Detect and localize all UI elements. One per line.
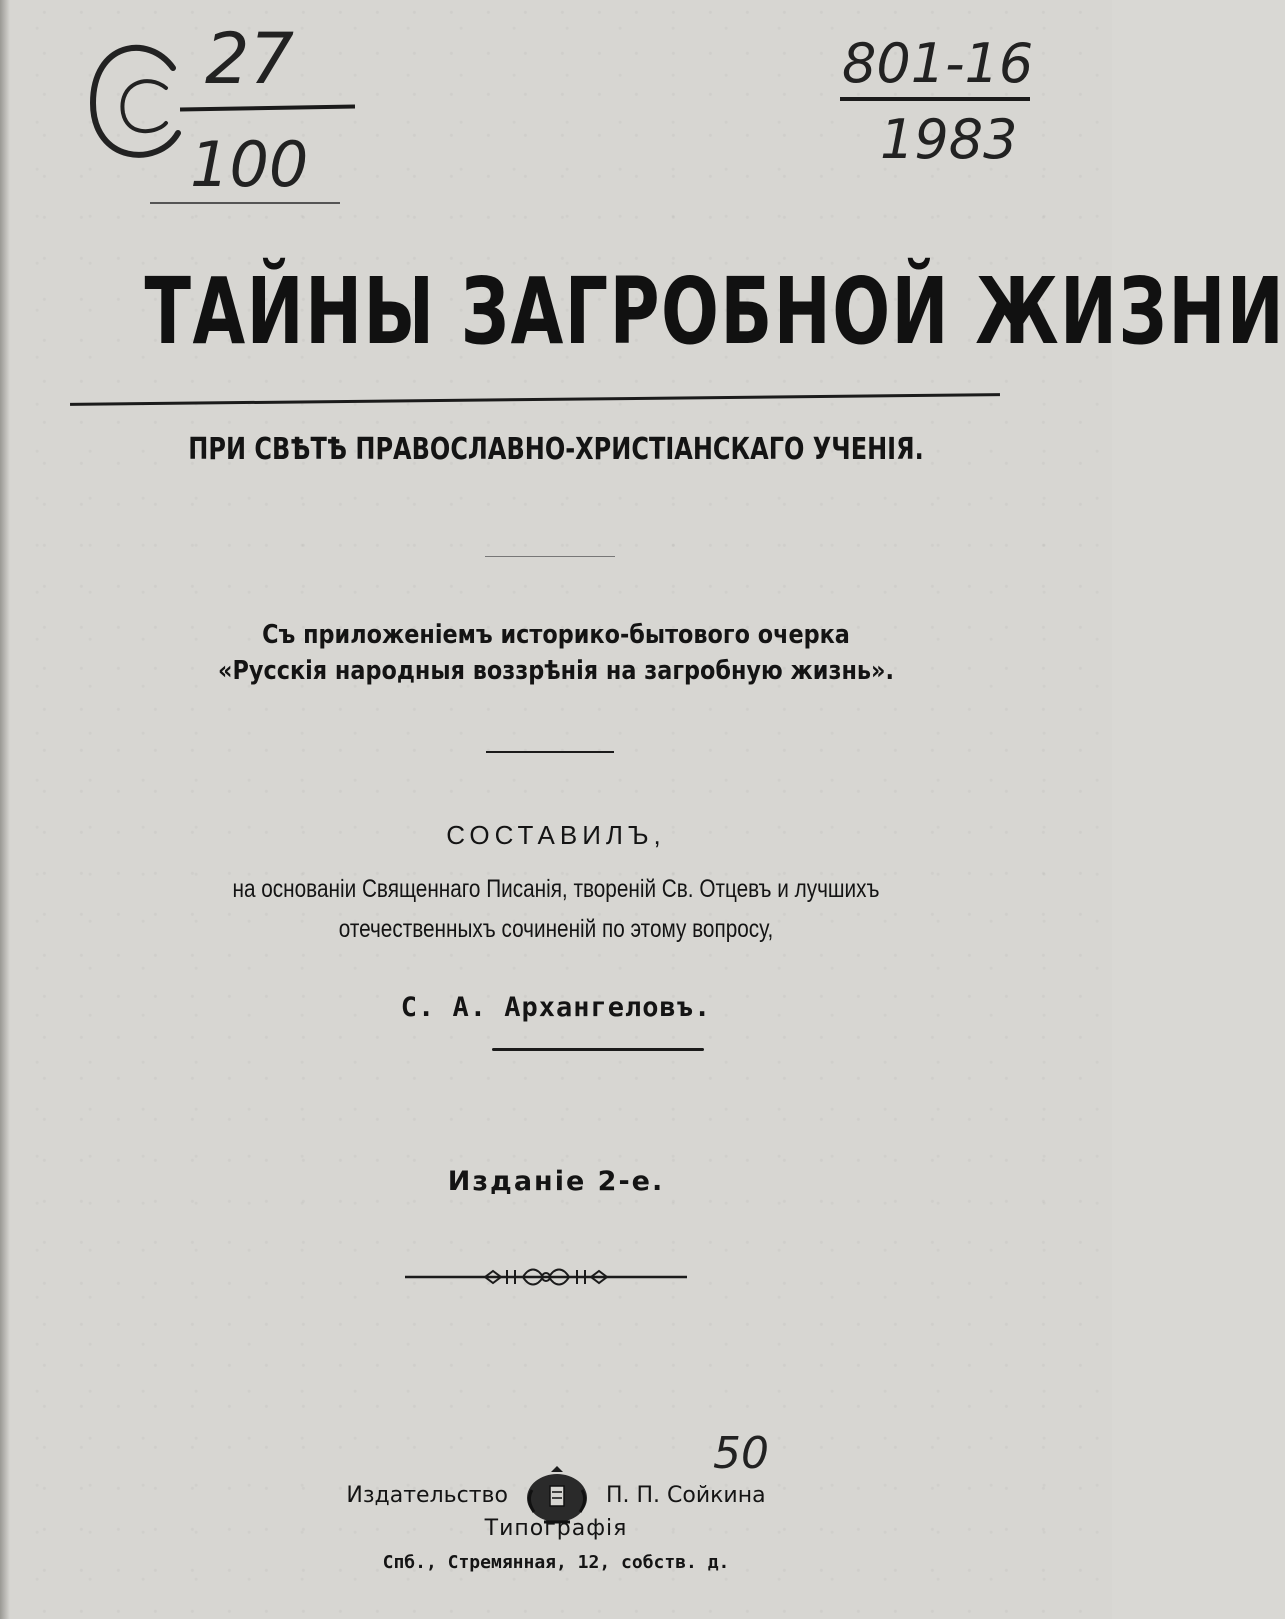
basis-line-1: на основаніи Священнаго Писанія, твореній Св. Отцевъ и лучшихъ <box>232 875 880 903</box>
fraction-line <box>180 104 355 111</box>
ornament-divider-icon <box>405 1262 687 1292</box>
book-title: ТАЙНЫ ЗАГРОБНОЙ ЖИЗНИ <box>144 258 1285 365</box>
appendix-line-1: Съ приложеніемъ историко-бытового очерка <box>262 620 850 650</box>
compiled-label: СОСТАВИЛЪ, <box>446 820 666 850</box>
circle-c-mark <box>78 28 198 178</box>
address: Спб., Стремянная, 12, собств. д. <box>382 1552 730 1573</box>
handwritten-numerator: 27 <box>205 18 295 100</box>
edition-label: Изданіе 2-е. <box>447 1166 665 1197</box>
title-underline <box>70 393 1000 406</box>
denominator-underline <box>150 202 340 204</box>
code-underline <box>840 97 1030 101</box>
appendix-line-2: «Русскія народныя воззрѣнія на загробную жизнь». <box>218 656 894 686</box>
handwritten-price: 50 <box>713 1428 769 1479</box>
subtitle: ПРИ СВѢТѢ ПРАВОСЛАВНО-ХРИСТІАНСКАГО УЧЕНІЯ. <box>188 432 924 467</box>
author-name: С. А. Архангеловъ. <box>400 992 712 1023</box>
page-edge-shadow <box>0 0 10 1619</box>
handwritten-code: 801-16 <box>842 32 1034 95</box>
handwritten-year: 1983 <box>880 108 1018 171</box>
publisher-right: П. П. Сойкина <box>605 1482 766 1508</box>
publisher-left: Издательство <box>346 1482 508 1508</box>
basis-line-2: отечественныхъ сочиненій по этому вопросу, <box>338 915 774 943</box>
divider-short-2 <box>486 751 614 753</box>
divider-author <box>492 1048 704 1051</box>
divider-short-1 <box>485 556 615 557</box>
handwritten-denominator: 100 <box>190 128 309 201</box>
typography-label: Типографія <box>484 1516 628 1541</box>
